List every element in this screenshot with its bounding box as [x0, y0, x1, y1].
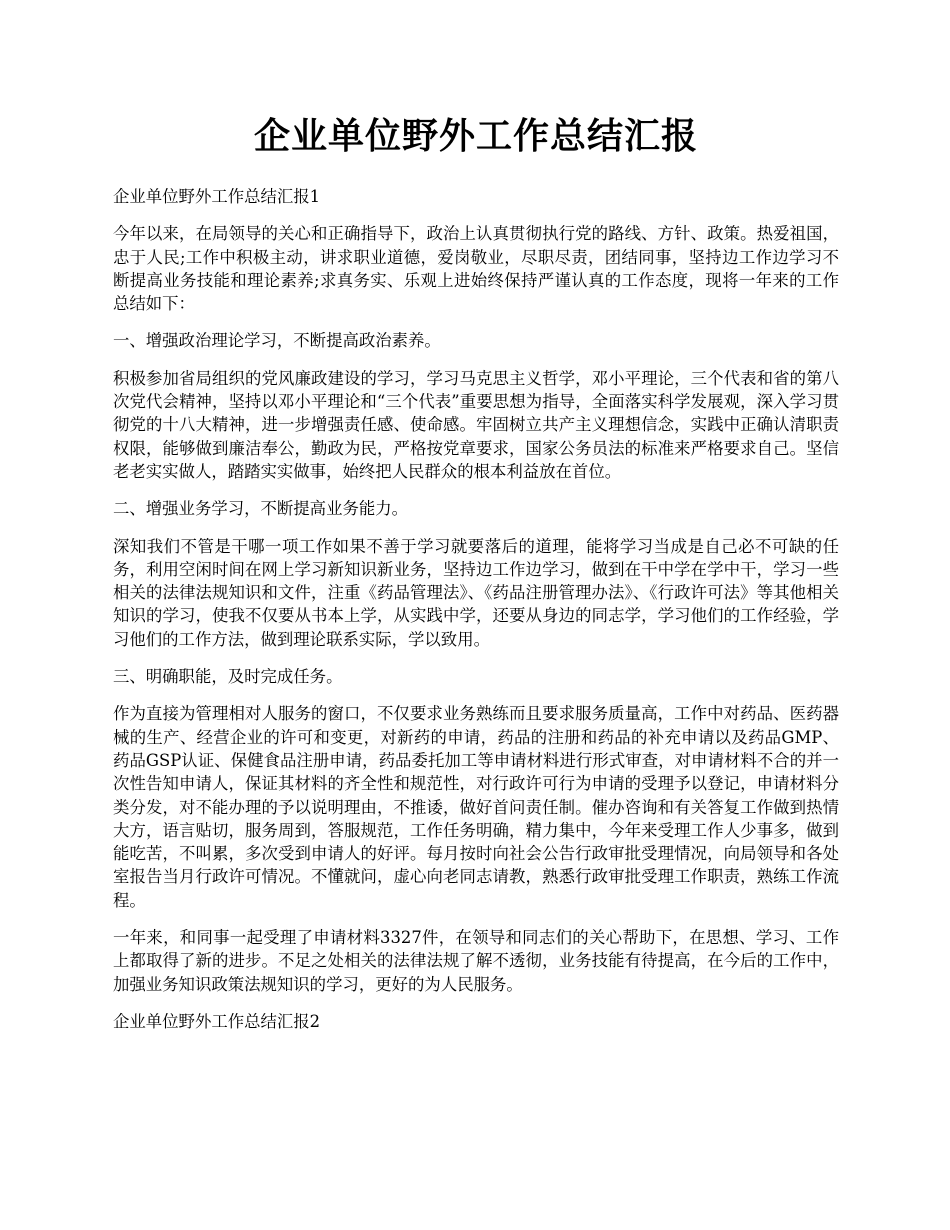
section-2-heading: 二、增强业务学习，不断提高业务能力。	[113, 499, 409, 519]
document-page	[113, 112, 839, 1047]
section-1-heading: 一、增强政治理论学习，不断提高政治素养。	[113, 331, 441, 351]
section-3-paragraph: 作为直接为管理相对人服务的窗口，不仅要求业务熟练而且要求服务质量高，工作中对药品、医药器械的生产、经营企业的许可和变更，对新药的申请，药品的注册和药品的补充申请以及药品GMP、药品GSP认证、保健食品注册申请，药品委托加工等申请材料进行形式审查，对申请材料不合的并一次性告知申请人，保证其材料的齐全性和规范性，对行政许可行为申请的受理予以登记，申请材料分类分发，对不能办理的予以说明理由，不推诿，做好首问责任制。催办咨询和有关答复工作做到热情大方，语言贴切，服务周到，答服规范，工作任务明确，精力集中，今年来受理工作人少事多，做到能吃苦，不叫累，多次受到申请人的好评。每月按时向社会公告行政审批受理情况，向局领导和各处室报告当月行政许可情况。不懂就问，虚心向老同志请教，熟悉行政审批受理工作职责，熟练工作流程。	[113, 704, 839, 910]
report-2-heading: 企业单位野外工作总结汇报2	[113, 1011, 321, 1031]
section-2-paragraph: 深知我们不管是干哪一项工作如果不善于学习就要落后的道理，能将学习当成是自己必不可缺的任务，利用空闲时间在网上学习新知识新业务，坚持边工作边学习，做到在干中学在学中干，学习一些相关的法律法规知识和文件，注重《药品管理法》、《药品注册管理办法》、《行政许可法》等其他相关知识的学习，使我不仅要从书本上学，从实践中学，还要从身边的同志学，学习他们的工作经验，学习他们的工作方法，做到理论联系实际，学以致用。	[113, 536, 839, 649]
intro-paragraph: 今年以来，在局领导的关心和正确指导下，政治上认真贯彻执行党的路线、方针、政策。热爱祖国，忠于人民;工作中积极主动，讲求职业道德，爱岗敬业，尽职尽责，团结同事，坚持边工作边学习不断提高业务技能和理论素养;求真务实、乐观上进始终保持严谨认真的工作态度，现将一年来的工作总结如下：	[113, 224, 839, 314]
section-3-heading: 三、明确职能，及时完成任务。	[113, 667, 343, 687]
report-1-heading: 企业单位野外工作总结汇报1	[113, 187, 321, 206]
document-title: 企业单位野外工作总结汇报	[253, 115, 698, 157]
section-1-paragraph: 积极参加省局组织的党风廉政建设的学习，学习马克思主义哲学，邓小平理论，三个代表和省的第八次党代会精神，坚持以邓小平理论和“三个代表”重要思想为指导，全面落实科学发展观，深入学习贯彻党的十八大精神，进一步增强责任感、使命感。牢固树立共产主义理想信念，实践中正确认清职责权限，能够做到廉洁奉公，勤政为民，严格按党章要求，国家公务员法的标准来严格要求自己。坚信老老实实做人，踏踏实实做事，始终把人民群众的根本利益放在首位。	[113, 368, 839, 481]
summary-paragraph: 一年来，和同事一起受理了申请材料3327件，在领导和同志们的关心帮助下，在思想、学习、工作上都取得了新的进步。不足之处相关的法律法规了解不透彻，业务技能有待提高，在今后的工作中，加强业务知识政策法规知识的学习，更好的为人民服务。	[113, 928, 839, 994]
